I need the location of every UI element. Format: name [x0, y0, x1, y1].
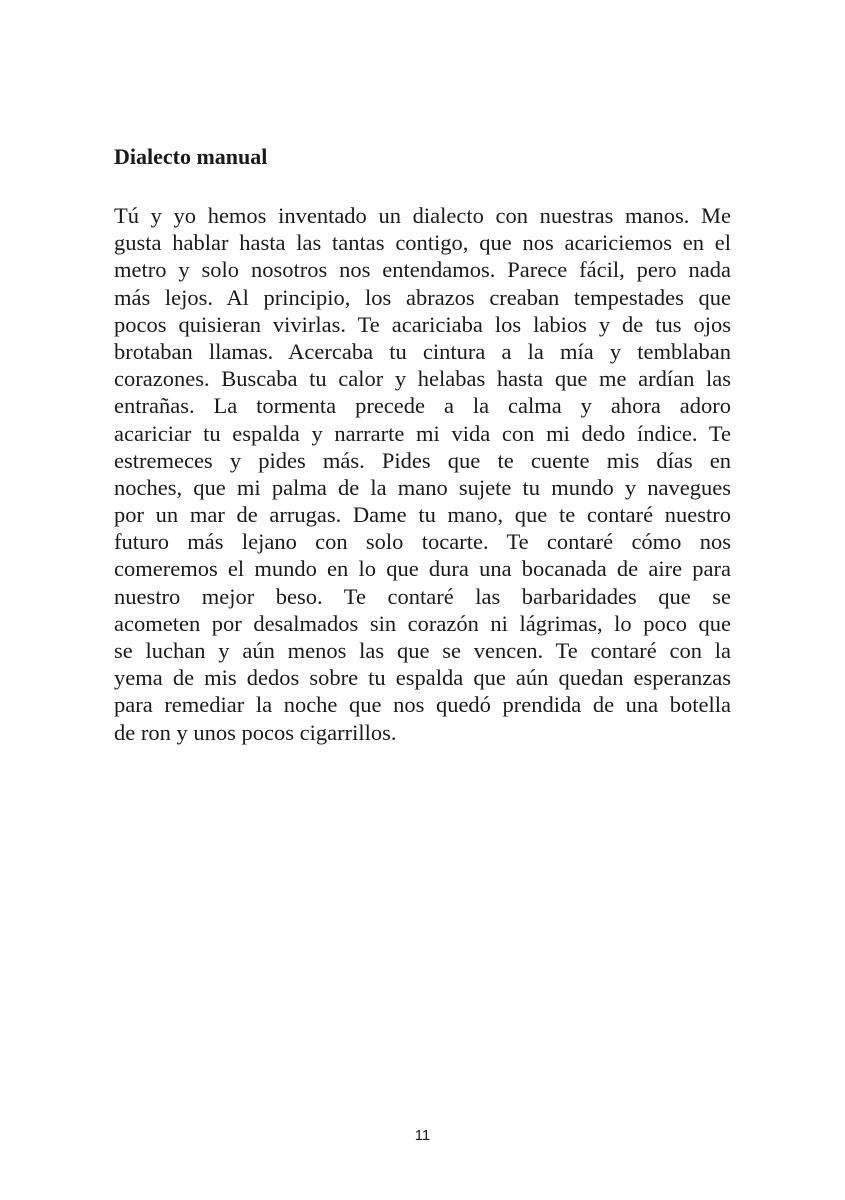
text-line: nuestro mejor beso. Te contaré las barbaridades que se: [114, 583, 731, 609]
text-line: corazones. Buscaba tu calor y helabas hasta que me ardían las: [114, 366, 731, 392]
text-line: noches, que mi palma de la mano sujete tu mundo y navegues: [114, 474, 731, 500]
text-line: acariciar tu espalda y narrarte mi vida con mi dedo índice. Te: [114, 420, 731, 446]
text-line: futuro más lejano con solo tocarte. Te contaré cómo nos: [114, 529, 731, 555]
text-line: pocos quisieran vivirlas. Te acariciaba los labios y de tus ojos: [114, 311, 731, 337]
text-line: Tú y yo hemos inventado un dialecto con nuestras manos. Me: [114, 203, 731, 228]
text-line: por un mar de arrugas. Dame tu mano, que te contaré nuestro: [114, 502, 731, 528]
text-line: entrañas. La tormenta precede a la calma y ahora adoro: [114, 393, 731, 419]
text-line: estremeces y pides más. Pides que te cuente mis días en: [114, 447, 731, 473]
text-line: brotaban llamas. Acercaba tu cintura a la mía y temblaban: [114, 338, 731, 364]
text-line: metro y solo nosotros nos entendamos. Parece fácil, pero nada: [114, 257, 731, 283]
body-paragraph: [114, 202, 731, 746]
text-line: para remediar la noche que nos quedó prendida de una botella: [114, 692, 731, 718]
text-line: comeremos el mundo en lo que dura una bocanada de aire para: [114, 556, 731, 582]
page-title: Dialecto manual: [114, 144, 268, 169]
page-number: 11: [414, 1127, 431, 1144]
text-line: se luchan y aún menos las que se vencen. Te contaré con la: [114, 638, 731, 663]
text-line: acometen por desalmados sin corazón ni lágrimas, lo poco que: [114, 610, 731, 636]
text-line: de ron y unos pocos cigarrillos.: [114, 719, 397, 745]
text-line: yema de mis dedos sobre tu espalda que aún quedan esperanzas: [114, 665, 731, 691]
text-line: más lejos. Al principio, los abrazos creaban tempestades que: [114, 284, 731, 310]
text-line: gusta hablar hasta las tantas contigo, que nos acariciemos en el: [114, 230, 731, 256]
